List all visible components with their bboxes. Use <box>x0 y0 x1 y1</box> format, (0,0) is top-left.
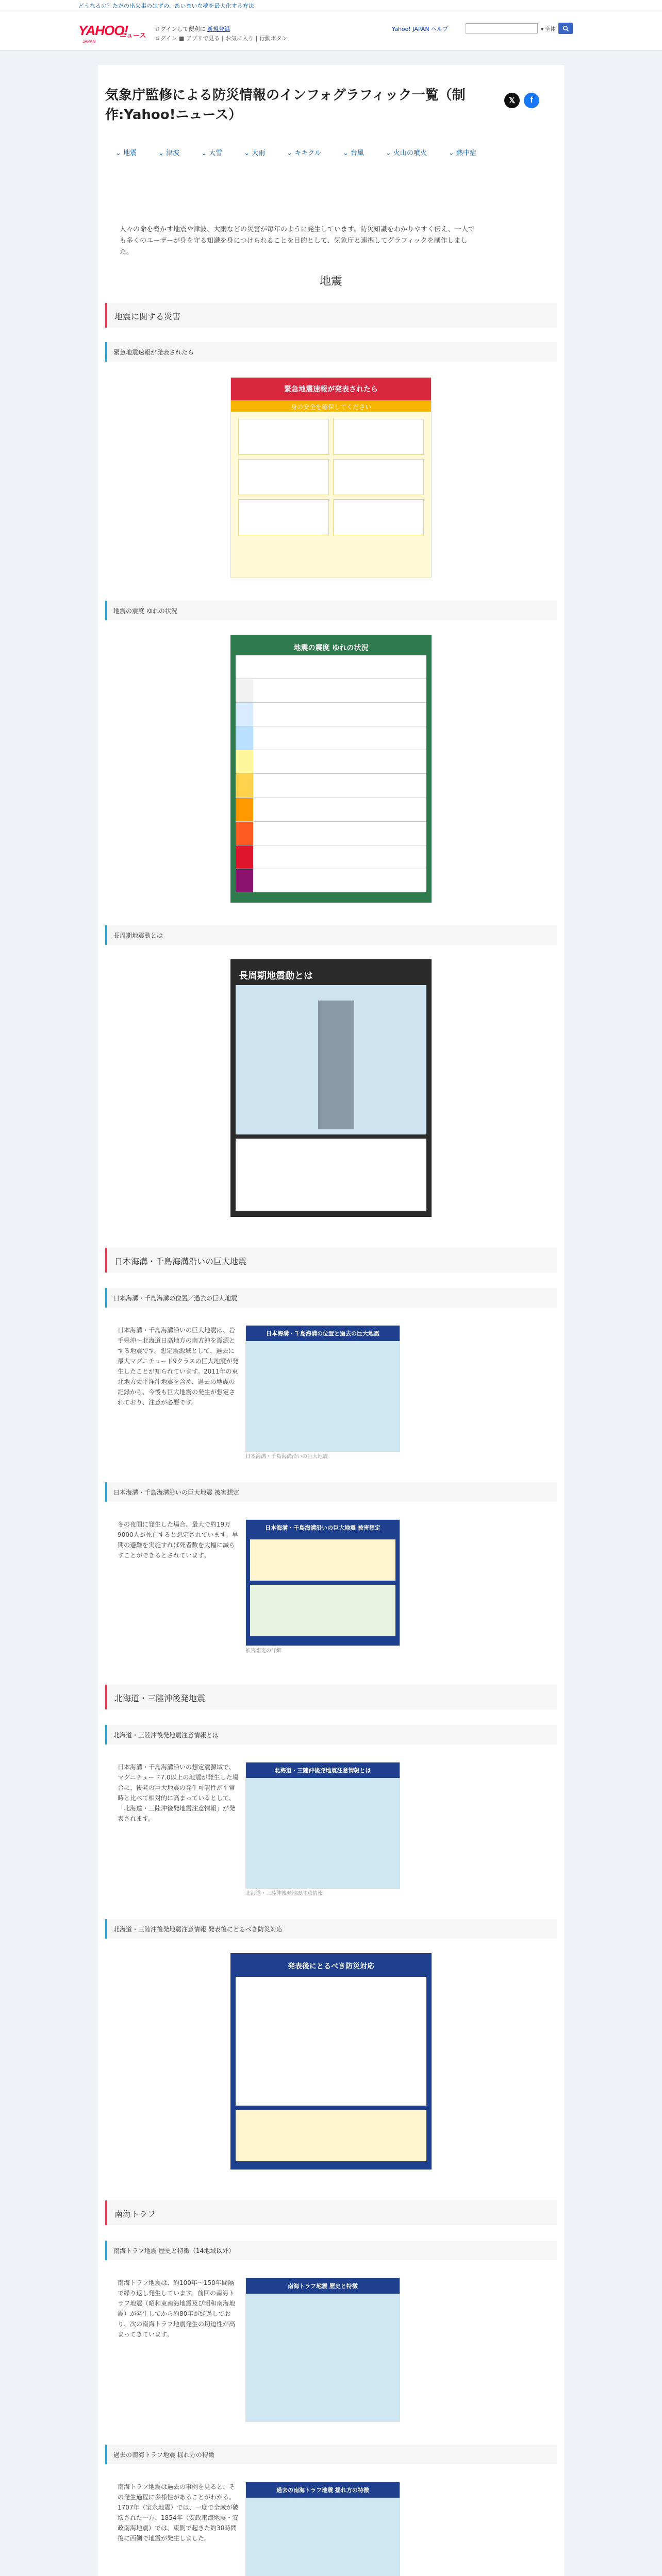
js-damage-text: 冬の夜間に発生した場合、最大で約19万9000人が死亡すると想定されています。早期の避難を実施すれば死者数を大幅に減らすことができるとされています。 <box>118 1521 238 1559</box>
section-japan-sea: 日本海溝・千島海溝沿いの巨大地震 <box>105 1248 557 1273</box>
nk-shaking-graphic-title: 過去の南海トラフ地震 揺れ方の特徴 <box>246 2482 400 2498</box>
share-buttons <box>504 93 539 108</box>
site-header <box>0 9 662 50</box>
hk-info-text: 日本海溝・千島海溝沿いの想定震源域で、マグニチュード7.0以上の地震が発生した場合に、後発の巨大地震の発生可能性が平常時と比べて相対的に高まっているとして、「北海道・三陸沖後発地震注意情報」が発表されます。 <box>118 1764 239 1822</box>
hk-info-caption: 北海道・三陸沖後発地震注意情報 <box>245 1891 323 1896</box>
intensity-graphic-title: 地震の震度 ゆれの状況 <box>236 640 426 655</box>
js-damage-graphic-title: 日本海溝・千島海溝沿いの巨大地震 被害想定 <box>246 1520 400 1535</box>
login-prompt: ログインして便利に <box>155 26 206 32</box>
longperiod-infographic <box>230 959 432 1217</box>
nk-history-text: 南海トラフ地震は、約100年〜150年間隔で繰り返し発生しています。前回の南海トラフ地震（昭和東南海地震及び昭和南海地震）が発生してから約80年が経過しており、次の南海トラフ地震発生の切迫性が高まってきています。 <box>118 2279 236 2338</box>
toc-item[interactable]: ⌄ 台風 <box>343 147 364 157</box>
subheading-disaster: 地震に関する災害 <box>105 303 557 328</box>
js-position-text: 日本海溝・千島海溝沿いの巨大地震は、岩手県沖〜北海道日高地方の南方沖を震源とする地震です。想定震源域として、過去に最大マグニチュード9クラスの巨大地震が発生したことが知られています。2011年の東北地方太平洋沖地震を含め、過去の地震の記録から、今後も巨大地震の発生が想定されており、注意が必要です。 <box>118 1327 239 1406</box>
logo-text: YAHOO! <box>78 23 128 38</box>
article-container <box>98 65 564 2576</box>
toc-item[interactable]: ⌄ 熱中症 <box>449 147 476 157</box>
subheading-nk-history: 南海トラフ地震 歴史と特徴（14地域以外） <box>105 2241 557 2260</box>
intro-paragraph: 人々の命を脅かす地震や津波、大雨などの災害が毎年のように発生しています。防災知識をわかりやすく伝え、一人でも多くのユーザーが身を守る知識を身につけられることを目的として、気象庁と連携してグラフィックを制作しました。 <box>120 226 475 256</box>
search-button[interactable] <box>558 23 573 34</box>
subheading-hk-response: 北海道・三陸沖後発地震注意情報 発表後にとるべき防災対応 <box>105 1919 557 1939</box>
news-label[interactable]: ニュース <box>120 32 146 40</box>
nk-shaking-graphic <box>245 2482 400 2576</box>
subheading-hk-info: 北海道・三陸沖後発地震注意情報とは <box>105 1725 557 1744</box>
top-banner-text[interactable]: どうなるの？ただの出来事のはずの、あいまいな夢を最大化する方法 <box>78 3 254 9</box>
toc-item[interactable]: ⌄ 大雪 <box>201 147 222 157</box>
subheading-nk-shaking: 過去の南海トラフ地震 揺れ方の特徴 <box>105 2445 557 2464</box>
logo-sub: JAPAN <box>82 39 96 44</box>
warning-infographic <box>230 377 432 578</box>
warning-graphic-subtitle: 身の安全を確保してください <box>231 400 431 412</box>
nk-history-graphic <box>245 2278 400 2422</box>
warning-graphic-title: 緊急地震速報が発表されたら <box>231 378 431 400</box>
js-damage-graphic <box>245 1519 400 1646</box>
section-hokkaido: 北海道・三陸沖後発地震 <box>105 1685 557 1709</box>
facebook-share-icon[interactable]: f <box>524 93 539 108</box>
page-title: 気象庁監修による防災情報のインフォグラフィック一覧（制作:Yahoo!ニュース） <box>105 88 466 123</box>
hk-response-graphic-title: 発表後にとるべき防災対応 <box>236 1958 426 1974</box>
longperiod-graphic-title: 長周期地震動とは <box>239 971 313 981</box>
top-banner[interactable] <box>0 0 662 9</box>
toc-item[interactable]: ⌄ キキクル <box>287 147 321 157</box>
header-sub-links[interactable]: ログイン ■ アプリで見る | お気に入り | 行動ボタン <box>155 35 288 42</box>
search-icon <box>562 25 569 32</box>
js-damage-block <box>105 1519 557 1654</box>
subheading-js-position: 日本海溝・千島海溝の位置／過去の巨大地震 <box>105 1288 557 1308</box>
subheading-warning: 緊急地震速報が発表されたら <box>105 342 557 362</box>
header-links <box>155 25 288 43</box>
hk-response-infographic <box>230 1953 432 2170</box>
section-nankai: 南海トラフ <box>105 2200 557 2225</box>
toc-item[interactable]: ⌄ 火山の噴火 <box>386 147 427 157</box>
hk-info-block <box>105 1762 557 1896</box>
js-position-graphic-title: 日本海溝・千島海溝の位置と過去の巨大地震 <box>246 1326 400 1341</box>
util-links[interactable]: Yahoo! JAPAN ヘルプ <box>392 26 449 32</box>
subheading-longperiod: 長周期地震動とは <box>105 925 557 945</box>
search-input[interactable] <box>466 23 538 33</box>
search-scope-select[interactable]: ▾ 全体 <box>541 26 556 32</box>
section-heading-earthquake: 地震 <box>319 275 342 288</box>
hk-info-graphic-title: 北海道・三陸沖後発地震注意情報とは <box>246 1762 400 1778</box>
hk-info-map <box>245 1762 400 1889</box>
toc-item[interactable]: ⌄ 津波 <box>158 147 179 157</box>
intensity-infographic <box>230 635 432 903</box>
nk-history-block <box>105 2278 557 2422</box>
toc-item[interactable]: ⌄ 大雨 <box>244 147 265 157</box>
js-position-map <box>245 1325 400 1452</box>
search-box <box>466 23 573 34</box>
subheading-intensity: 地震の震度 ゆれの状況 <box>105 601 557 620</box>
toc-item[interactable]: ⌄ 地震 <box>115 147 137 157</box>
nk-history-graphic-title: 南海トラフ地震 歴史と特徴 <box>246 2278 400 2294</box>
subheading-js-damage: 日本海溝・千島海溝沿いの巨大地震 被害想定 <box>105 1482 557 1502</box>
yahoo-logo[interactable] <box>78 23 128 44</box>
table-of-contents <box>105 147 557 157</box>
js-position-block <box>105 1325 557 1460</box>
register-link[interactable]: 新規登録 <box>207 26 230 32</box>
js-position-caption: 日本海溝・千島海溝沿いの巨大地震 <box>245 1454 328 1460</box>
nk-shaking-text: 南海トラフ地震は過去の事例を見ると、その発生過程に多様性があることがわかる。1707年（宝永地震）では、一度で全域が破壊された一方、1854年（安政東海地震・安政南海地震）では、東側で起きた約30時間後に西側で地震が発生しました。 <box>118 2483 239 2542</box>
x-share-icon[interactable]: 𝕏 <box>504 93 520 108</box>
js-damage-caption: 被害想定の詳細 <box>245 1648 282 1654</box>
nk-shaking-block <box>105 2482 557 2576</box>
